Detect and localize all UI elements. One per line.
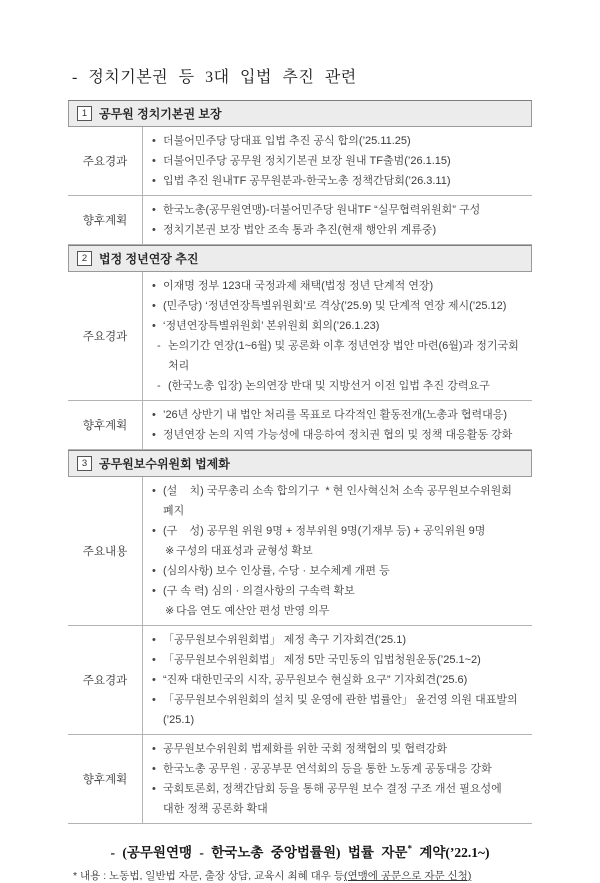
section-header [68,100,532,127]
section-number-box: 1 [77,106,92,121]
list-item [152,171,524,191]
list-item [152,425,524,445]
row-content [143,626,532,734]
row-content [143,477,532,625]
list-item-text: 논의기간 연장(1~6월) 및 공론화 이후 정년연장 법안 마련(6월)과 정기국회 처리 [168,340,522,372]
section-number-box: 3 [77,456,92,471]
list-item [157,376,524,396]
page-title: - 정치기본권 등 3대 입법 추진 관련 [72,69,357,86]
list-item [152,670,524,690]
footer-headline [68,841,532,861]
list-item-text: ‘정년연장특별위원회’ 본위원회 회의(’26.1.23) [163,320,380,332]
footnote-underlined-text: (연맹에 공문으로 자문 신청) [344,870,472,882]
list-item [152,296,524,316]
footnote [73,868,532,883]
list-item [152,481,524,521]
bullet-icon: • [152,429,156,441]
list-item-text: 다음 연도 예산안 편성 반영 의무 [176,605,330,617]
list-item-text: (구 속 력) 심의 · 의결사항의 구속력 확보 [163,585,355,597]
row-content [143,127,532,195]
bullet-icon: • [152,135,156,147]
row-label: 주요경과 [68,127,143,195]
row-content [143,401,532,449]
bullet-icon: • [152,224,156,236]
list-item [152,220,524,240]
section-number-box: 2 [77,251,92,266]
list-item [152,316,524,336]
footer-headline-tail: 계약(’22.1~) [411,845,490,860]
list-item [165,541,524,561]
list-item [152,276,524,296]
list-item-text: 더불어민주당 당대표 입법 추진 공식 합의(’25.11.25) [163,135,411,147]
row-label: 주요내용 [68,477,143,625]
list-item-text: (설 치) 국무총리 소속 합의기구 * 현 인사혁신처 소속 공무원보수위원회 폐지 [163,485,515,517]
list-item-text: (심의사항) 보수 인상률, 수당 · 보수체계 개편 등 [163,565,390,577]
section-retirement-age [68,245,532,450]
bullet-icon: • [152,634,156,646]
table-row [68,196,532,245]
list-item-text: 「공무원보수위원회의 설치 및 운영에 관한 법률안」 윤건영 의원 대표발의(’25.1) [163,694,518,726]
bullet-icon: • [152,763,156,775]
bullet-icon: • [152,743,156,755]
list-item [152,151,524,171]
section-political-rights [68,100,532,245]
note-icon: ※ [165,605,175,617]
section-title: 법정 정년연장 추진 [99,252,199,266]
list-item [152,405,524,425]
dash-icon: - [157,340,161,352]
legislation-tables [68,100,532,824]
note-icon: ※ [165,545,175,557]
bullet-icon: • [152,320,156,332]
row-label: 주요경과 [68,272,143,400]
row-content [143,272,532,400]
list-item [165,601,524,621]
list-item-text: (민주당) ‘정년연장특별위원회’로 격상(’25.9) 및 단계적 연장 제시(’25.12) [163,300,507,312]
footer-headline-main: - (공무원연맹 - 한국노총 중앙법률원) 법률 자문 [110,845,408,860]
bullet-icon: • [152,565,156,577]
bullet-icon: • [152,654,156,666]
list-item [152,690,524,730]
bullet-icon: • [152,694,156,706]
row-label: 주요경과 [68,626,143,734]
section-header [68,450,532,477]
table-row [68,272,532,401]
bullet-icon: • [152,155,156,167]
table-row [68,127,532,196]
list-item-text: 한국노총 공무원 · 공공부문 연석회의 등을 통한 노동계 공동대응 강화 [163,763,492,775]
list-item [157,336,524,376]
table-row [68,401,532,450]
list-item [152,650,524,670]
bullet-icon: • [152,485,156,497]
footnote-asterisk: * [407,843,412,854]
bullet-icon: • [152,674,156,686]
list-item-text: ’26년 상반기 내 법안 처리를 목표로 다각적인 활동전개(노총과 협력대응) [163,409,507,421]
list-item-text: 「공무원보수위원회법」 제정 촉구 기자회견(’25.1) [163,634,406,646]
table-row [68,477,532,626]
list-item-text: 국회토론회, 정책간담회 등을 통해 공무원 보수 결정 구조 개선 필요성에 대한 정책 공론화 확대 [163,783,505,815]
bullet-icon: • [152,280,156,292]
bullet-icon: • [152,175,156,187]
bullet-icon: • [152,409,156,421]
list-item-text: 이재명 정부 123대 국정과제 채택(법정 정년 단계적 연장) [163,280,434,292]
row-content [143,196,532,244]
list-item [152,521,524,541]
section-header [68,245,532,272]
row-label: 향후계획 [68,196,143,244]
list-item-text: 더불어민주당 공무원 정치기본권 보장 원내 TF출범(’26.1.15) [163,155,451,167]
bullet-icon: • [152,783,156,795]
section-title: 공무원보수위원회 법제화 [99,457,230,471]
footnote-text: * 내용 : 노동법, 일반법 자문, 출장 상담, 교육시 최혜 대우 등 [73,870,344,882]
row-label: 향후계획 [68,401,143,449]
list-item [152,779,524,819]
dash-icon: - [157,380,161,392]
list-item-text: 입법 추진 원내TF 공무원분과-한국노총 정책간담회(’26.3.11) [163,175,451,187]
list-item-text: 정치기본권 보장 법안 조속 통과 추진(현재 행안위 계류중) [163,224,437,236]
list-item [152,581,524,601]
table-row [68,735,532,824]
list-item [152,561,524,581]
row-label: 향후계획 [68,735,143,823]
list-item-text: (한국노총 입장) 논의연장 반대 및 지방선거 이전 입법 추진 강력요구 [168,380,490,392]
list-item-text: (구 성) 공무원 위원 9명 + 정부위원 9명(기재부 등) + 공익위원 9명 [163,525,486,537]
list-item-text: 「공무원보수위원회법」 제정 5만 국민동의 입법청원운동(’25.1~2) [163,654,481,666]
row-content [143,735,532,823]
list-item-text: 정년연장 논의 지역 가능성에 대응하여 정치권 협의 및 정책 대응활동 강화 [163,429,513,441]
list-item [152,131,524,151]
list-item [152,739,524,759]
list-item [152,200,524,220]
list-item-text: “진짜 대한민국의 시작, 공무원보수 현실화 요구” 기자회견(’25.6) [163,674,468,686]
list-item [152,759,524,779]
table-row [68,626,532,735]
list-item-text: 구성의 대표성과 균형성 확보 [176,545,313,557]
bullet-icon: • [152,585,156,597]
bullet-icon: • [152,204,156,216]
bullet-icon: • [152,300,156,312]
list-item [152,630,524,650]
section-pay-committee [68,450,532,824]
bullet-icon: • [152,525,156,537]
list-item-text: 공무원보수위원회 법제화를 위한 국회 정책협의 및 협력강화 [163,743,447,755]
list-item-text: 한국노총(공무원연맹)-더불어민주당 원내TF “실무협력위원회” 구성 [163,204,481,216]
section-title: 공무원 정치기본권 보장 [99,107,222,121]
